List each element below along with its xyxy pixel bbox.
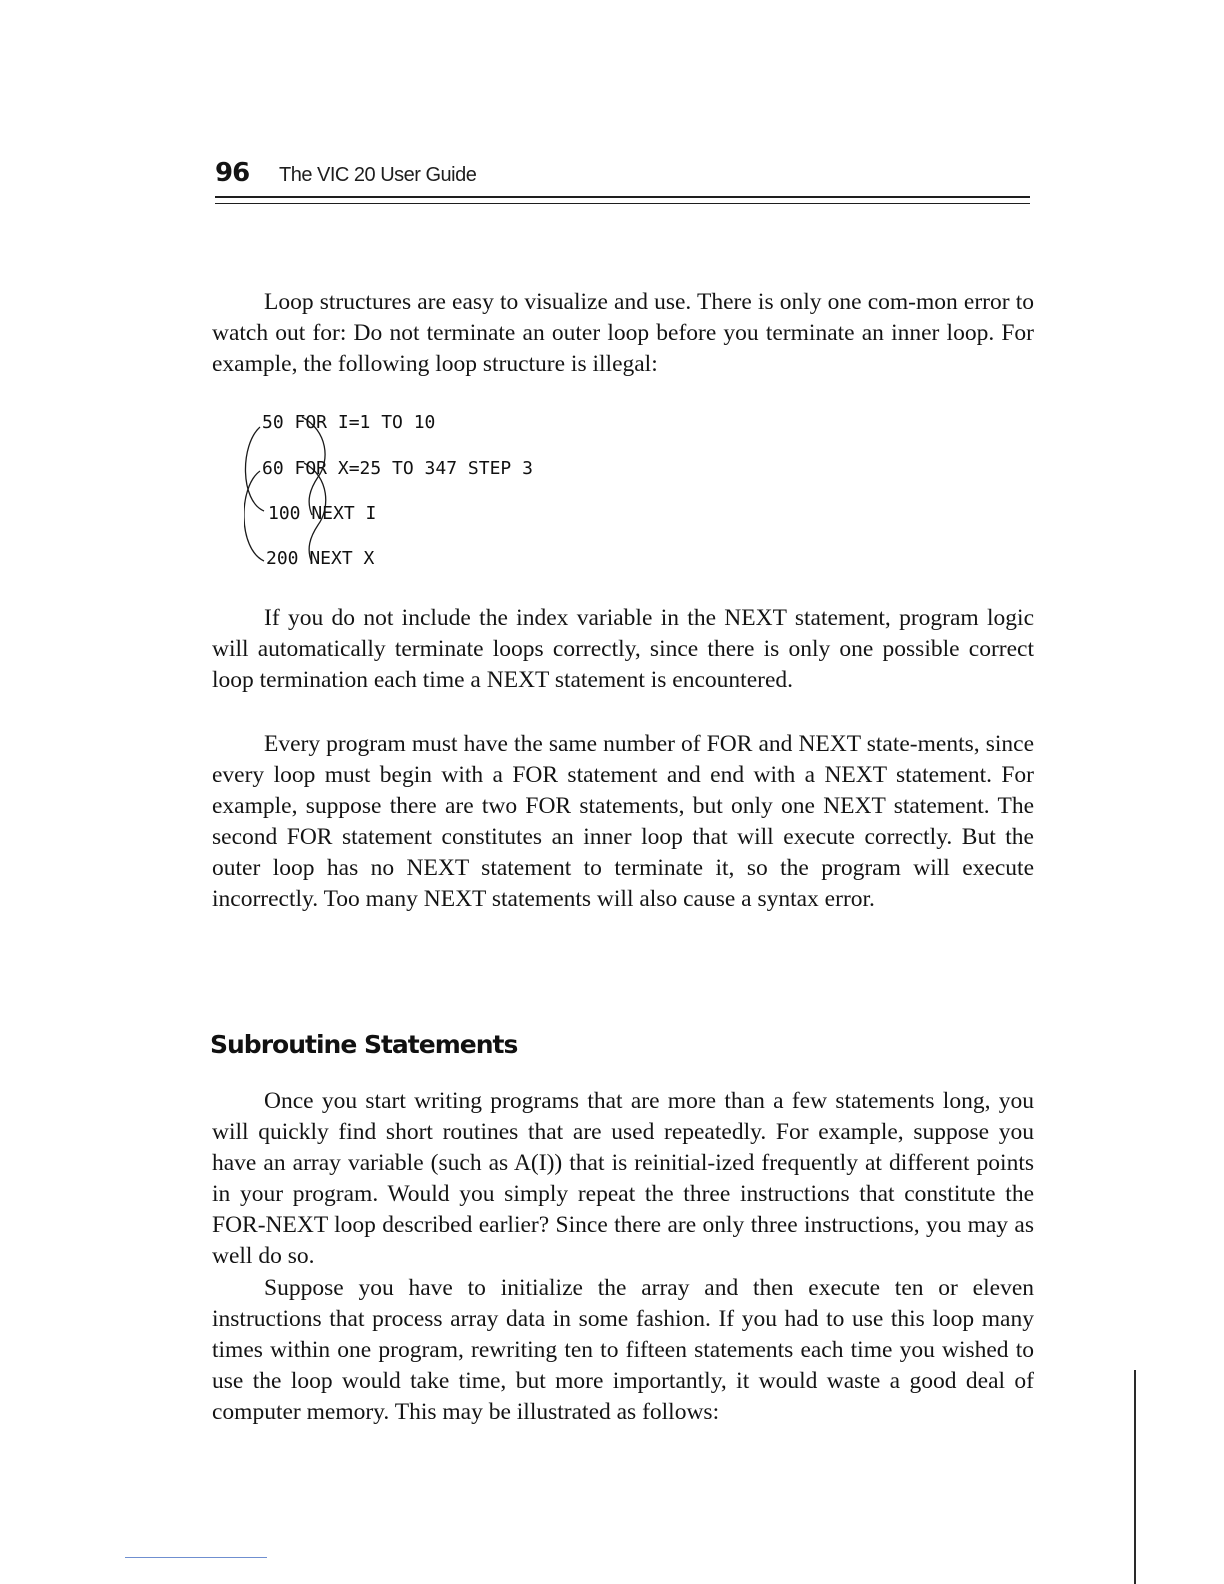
header-rule-thick [215, 196, 1030, 198]
code-line-50: 50 FOR I=1 TO 10 [262, 412, 436, 433]
code-listing [244, 405, 584, 580]
paragraph-index-variable: If you do not include the index variable in the NEXT statement, program logic will automatically terminate loops correctly, since there is only one possible correct loop termination each time a NEXT statement is encountered. [212, 605, 1034, 693]
subroutine-paragraph-2: Suppose you have to initialize the array and then execute ten or eleven instructions that process array data in some fashion. If you had to use this loop many times within one program, rewriting ten to fifteen statements each time you wished to use the loop would take time, but more importantly, it would waste a good deal of computer memory. This may be illustrated as follows: [212, 1275, 1034, 1425]
running-title: The VIC 20 User Guide [279, 164, 477, 186]
section-heading: Subroutine Statements [210, 1030, 518, 1059]
page-number: 96 [215, 158, 250, 188]
intro-paragraph: Loop structures are easy to visualize and use. There is only one com-mon error to watch out for: Do not terminate an outer loop before you terminate an inner loop. For example, the following loop structure is illegal: [212, 289, 1034, 377]
header-rule-thin [215, 203, 1030, 204]
scan-edge-line [1134, 1370, 1136, 1584]
code-line-100: 100 NEXT I [268, 503, 377, 524]
code-line-200: 200 NEXT X [266, 548, 375, 569]
scan-corner-mark [125, 1557, 267, 1558]
paragraph-for-next-count: Every program must have the same number of FOR and NEXT state-ments, since every loop must begin with a FOR statement and end with a NEXT statement. For example, suppose there are two FOR statements, but only one NEXT statement. The second FOR statement constitutes an inner loop that will execute correctly. But the outer loop has no NEXT statement to terminate it, so the program will execute incorrectly. Too many NEXT statements will also cause a syntax error. [212, 731, 1034, 912]
code-line-60: 60 FOR X=25 TO 347 STEP 3 [262, 458, 533, 479]
subroutine-paragraph-1: Once you start writing programs that are more than a few statements long, you will quickly find short routines that are used repeatedly. For example, suppose you have an array variable (such as A(I)) that is reinitial-ized frequently at different points in your program. Would you simply repeat the three instructions that constitute the FOR-NEXT loop described earlier? Since there are only three instructions, you may as well do so. [212, 1088, 1034, 1269]
